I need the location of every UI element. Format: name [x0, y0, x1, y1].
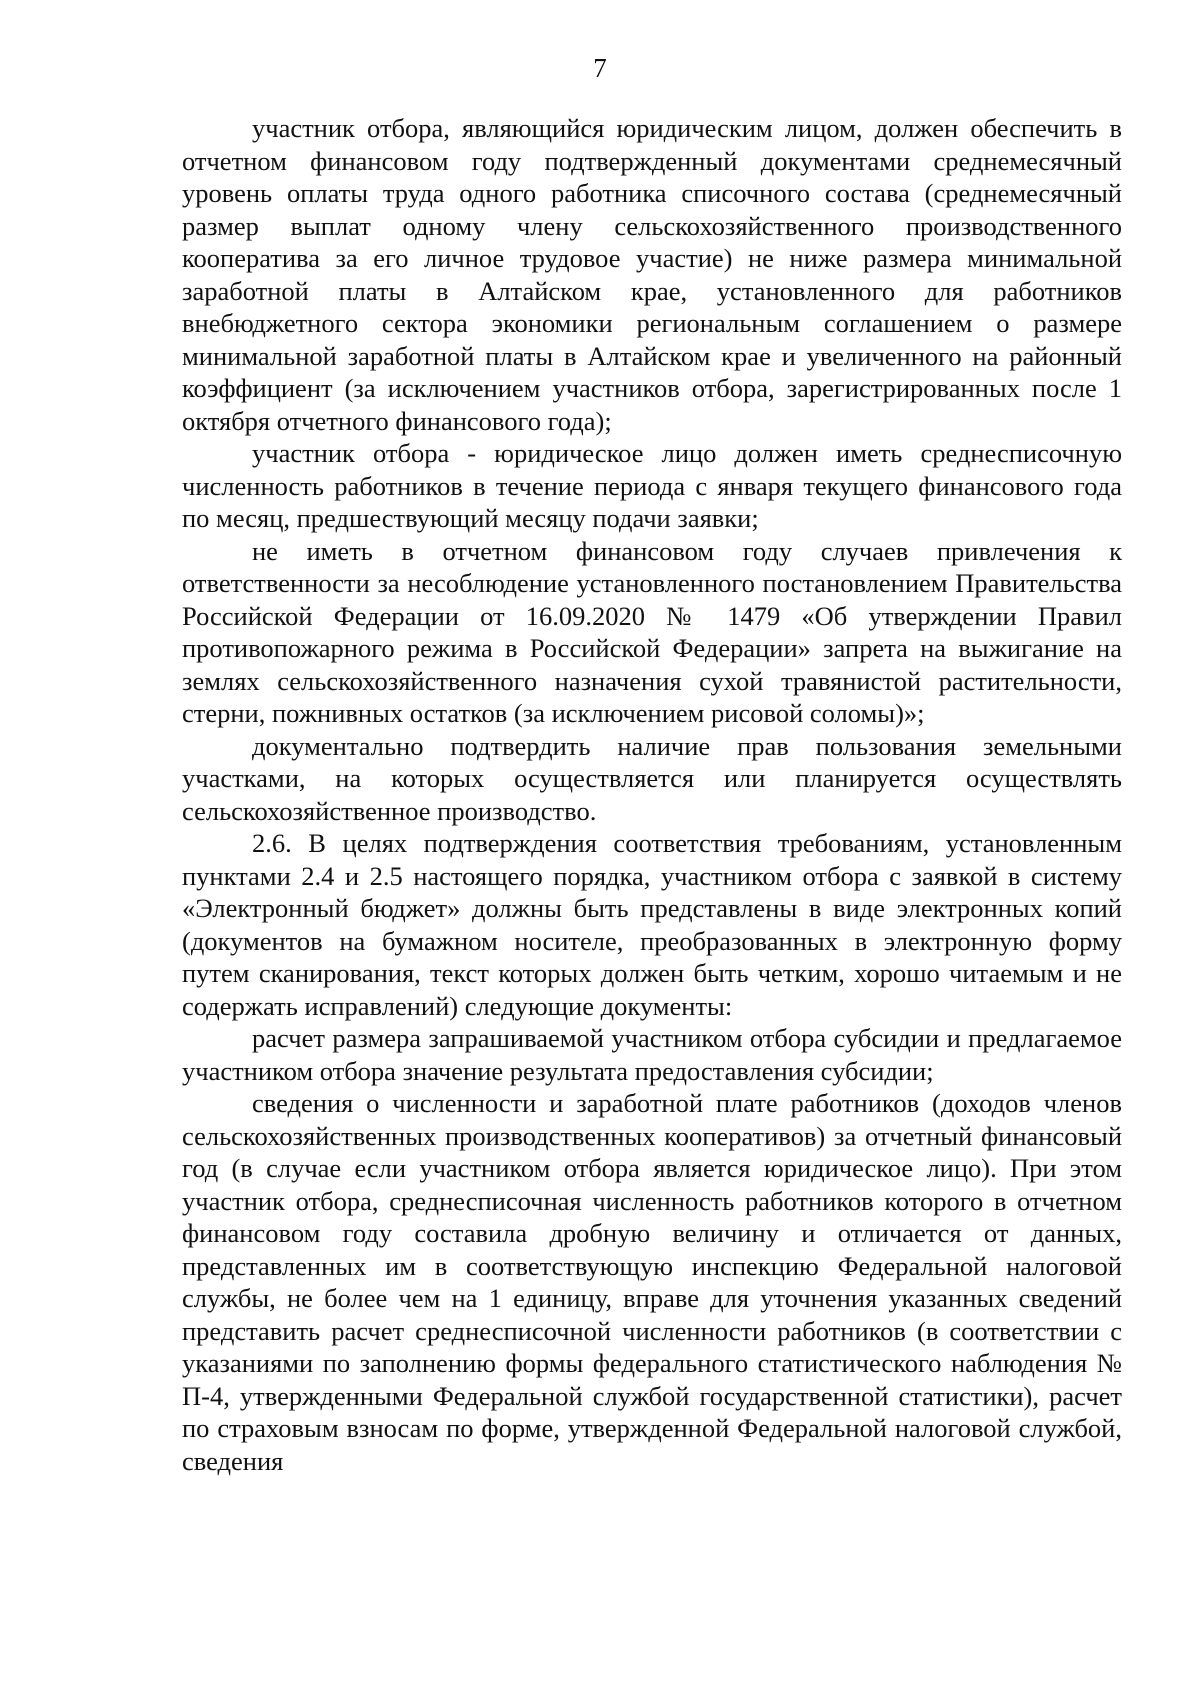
paragraph-headcount-requirement: участник отбора - юридическое лицо должен иметь среднесписочную численность работников в течение периода с января текущего финансового года по месяц, предшествующий месяцу подачи заявки; — [182, 438, 1122, 533]
paragraph-fire-safety-requirement: не иметь в отчетном финансовом году случаев привлечения к ответственности за несоблюдение установленного постановлением Правительства Российской Федерации от 16.09.2020 № 1479 «Об утверждении Правил противопожарного режима в Российской Федерации» запрета на выжигание на землях сельскохозяйственного назначения сухой травянистой растительности, стерни, пожнивных остатков (за исключением рисовой соломы)»; — [182, 535, 1122, 728]
paragraph-section-2-6: 2.6. В целях подтверждения соответствия требованиям, установленным пунктами 2.4 и 2.5 настоящего порядка, участником отбора с заявкой в систему «Электронный бюджет» должны быть представлены в виде электронных копий (документов на бумажном носителе, преобразованных в электронную форму путем сканирования, текст которых должен быть четким, хорошо читаемым и не содержать исправлений) следующие документы: — [182, 828, 1122, 1021]
document-body — [182, 112, 1122, 1477]
page-number: 7 — [593, 53, 607, 83]
paragraph-employee-information: сведения о численности и заработной плате работников (доходов членов сельскохозяйственных производственных кооперативов) за отчетный финансовый год (в случае если участником отбора является юридическое лицо). При этом участник отбора, среднесписочная численность работников которого в отчетном финансовом году составила дробную величину и отличается от данных, представленных им в соответствующую инспекцию Федеральной налоговой службы, не более чем на 1 единицу, вправе для уточнения указанных сведений представить расчет среднесписочной численности работников (в соответствии с указаниями по заполнению формы федерального статистического наблюдения № П-4, утвержденными Федеральной службой государственной статистики), расчет по страховым взносам по форме, утвержденной Федеральной налоговой службой, сведения — [182, 1088, 1122, 1476]
paragraph-land-rights-requirement: документально подтвердить наличие прав пользования земельными участками, на которых осуществляется или планируется осуществлять сельскохозяйственное производство. — [182, 730, 1122, 826]
paragraph-subsidy-calculation: расчет размера запрашиваемой участником отбора субсидии и предлагаемое участником отбора значение результата предоставления субсидии; — [182, 1023, 1122, 1086]
paragraph-wage-requirement: участник отбора, являющийся юридическим лицом, должен обеспечить в отчетном финансовом году подтвержденный документами среднемесячный уровень оплаты труда одного работника списочного состава (среднемесячный размер выплат одному члену сельскохозяйственного производственного кооператива за его личное трудовое участие) не ниже размера минимальной заработной платы в Алтайском крае, установленного для работников внебюджетного сектора экономики региональным соглашением о размере минимальной заработной платы в Алтайском крае и увеличенного на районный коэффициент (за исключением участников отбора, зарегистрированных после 1 октября отчетного финансового года); — [182, 113, 1122, 436]
